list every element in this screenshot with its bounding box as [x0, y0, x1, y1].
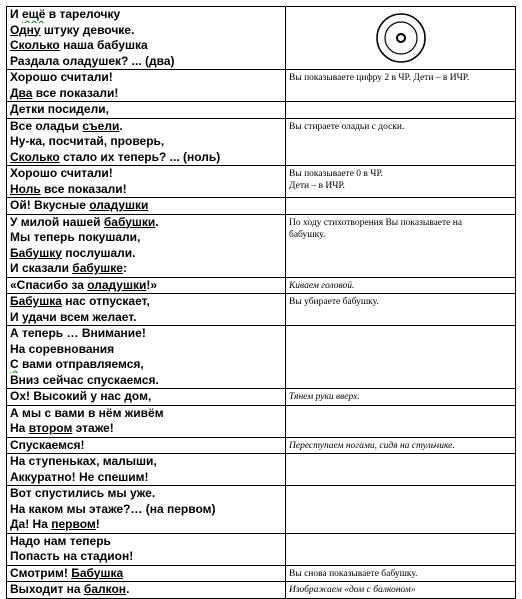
verse-text: наша бабушка	[59, 38, 148, 52]
verse-text: На соревнования	[10, 341, 115, 356]
table-row	[7, 326, 516, 389]
instruction-cell	[286, 582, 516, 599]
instruction-cell	[286, 118, 516, 166]
table-row	[7, 7, 516, 70]
instruction-text: Изображаем «дом с балконом»	[289, 585, 416, 595]
underlined-word: Ноль	[10, 181, 41, 196]
plate-icon	[375, 12, 427, 64]
underlined-word: оладушки	[87, 277, 147, 292]
verse-line	[10, 102, 282, 118]
verse-line	[10, 534, 282, 550]
verse-line	[10, 7, 282, 23]
instruction-text: Вы убираете бабушку.	[289, 297, 379, 307]
verse-cell	[7, 405, 286, 437]
instruction-cell	[286, 405, 516, 437]
verse-text: Вниз сейчас спускаемся.	[10, 372, 159, 387]
verse-text: вами отправляемся,	[18, 357, 144, 371]
underlined-word: первом	[51, 517, 96, 531]
verse-line	[10, 182, 282, 198]
verse-line	[10, 406, 282, 422]
verse-text: нас отпускает,	[61, 294, 150, 308]
instruction-cell	[286, 70, 516, 102]
verse-cell	[7, 582, 286, 599]
underlined-word: съели	[82, 118, 120, 133]
verse-line	[10, 230, 282, 246]
verse-text: Хорошо считали!	[10, 70, 113, 84]
verse-text: И	[10, 7, 22, 21]
verse-text: .	[126, 582, 130, 596]
verse-line	[10, 246, 282, 262]
instruction-cell	[286, 565, 516, 582]
verse-line	[10, 261, 282, 277]
instruction-text: бабушку.	[289, 229, 326, 240]
verse-text: Мы теперь покушали,	[10, 230, 141, 244]
table-row	[7, 277, 516, 294]
verse-text: в тарелочку	[45, 7, 121, 21]
verse-text: все показали!	[32, 85, 119, 100]
verse-text: Вот спустились мы уже.	[10, 486, 156, 500]
verse-text: .	[119, 118, 123, 133]
verse-cell	[7, 437, 286, 454]
instruction-cell	[286, 198, 516, 215]
underlined-word: бабушке	[72, 261, 123, 275]
verse-cell	[7, 294, 286, 326]
instruction-cell	[286, 326, 516, 389]
verse-cell	[7, 486, 286, 534]
verse-line	[10, 342, 282, 358]
verse-line	[10, 70, 282, 86]
verse-line	[10, 421, 282, 437]
verse-text: Ну-ка, посчитай, проверь,	[10, 134, 165, 148]
verse-text: Раздала оладушек? ... (два)	[10, 53, 175, 68]
table-row	[7, 437, 516, 454]
verse-line	[10, 278, 282, 294]
poem-table-body	[7, 7, 516, 599]
verse-line	[10, 357, 282, 373]
verse-text: Да! На	[10, 517, 52, 531]
verse-line	[10, 294, 282, 310]
instruction-text: Переступаем ногами, сидя на стульчике.	[289, 440, 455, 451]
table-row	[7, 405, 516, 437]
underlined-word: Бабушка	[10, 294, 62, 308]
verse-cell	[7, 389, 286, 406]
verse-line	[10, 198, 282, 214]
verse-line	[10, 119, 282, 135]
verse-text: все показали!	[40, 181, 127, 196]
verse-line	[10, 502, 282, 518]
underlined-word: Одну	[10, 22, 41, 37]
verse-line	[10, 470, 282, 486]
underlined-word: Сколько	[10, 149, 60, 164]
instruction-text: По ходу стихотворения Вы показываете на	[289, 217, 463, 228]
verse-line	[10, 150, 282, 166]
instruction-cell	[286, 7, 516, 70]
verse-text: «Спасибо за	[10, 277, 88, 292]
verse-text: И сказали	[10, 261, 73, 275]
instruction-cell	[286, 533, 516, 565]
verse-line	[10, 54, 282, 70]
verse-cell	[7, 214, 286, 277]
verse-line	[10, 23, 282, 39]
verse-line	[10, 438, 282, 454]
verse-cell	[7, 565, 286, 582]
instruction-cell	[286, 454, 516, 486]
verse-cell	[7, 70, 286, 102]
verse-cell	[7, 198, 286, 215]
spellcheck-word: С	[10, 357, 19, 371]
verse-line	[10, 566, 282, 582]
verse-cell	[7, 277, 286, 294]
underlined-word: втором	[28, 421, 73, 435]
verse-cell	[7, 166, 286, 198]
table-row	[7, 533, 516, 565]
verse-text: На	[10, 421, 29, 435]
table-row	[7, 198, 516, 215]
verse-line	[10, 517, 282, 533]
instruction-text: Вы снова показываете бабушку.	[289, 568, 418, 579]
underlined-word: Два	[10, 85, 33, 100]
verse-text: штуку девочке.	[40, 22, 135, 37]
instruction-text: Вы показываете 0 в ЧР.	[289, 169, 383, 179]
verse-cell	[7, 118, 286, 166]
verse-text: Аккуратно! Не спешим!	[10, 469, 149, 484]
verse-line	[10, 134, 282, 150]
verse-text: А мы с вами в нём живём	[10, 405, 164, 420]
underlined-word: Бабушка	[71, 565, 124, 580]
verse-text: На каком мы этаже?… (на первом)	[10, 501, 216, 516]
verse-text: Смотрим!	[10, 565, 72, 580]
instruction-text: Вы показываете цифру 2 в ЧР. Дети – в ИЧР.	[289, 73, 470, 83]
underlined-word: Бабушку	[10, 245, 62, 260]
table-row	[7, 582, 516, 599]
instruction-cell	[286, 486, 516, 534]
verse-text: Ох! Высокий у нас дом,	[10, 389, 152, 403]
table-row	[7, 565, 516, 582]
instruction-text: Киваем головой.	[289, 280, 355, 291]
verse-text: !	[95, 517, 100, 531]
verse-text: послушали.	[61, 245, 136, 260]
instruction-text: Дети – в ИЧР.	[289, 181, 345, 191]
instruction-cell	[286, 277, 516, 294]
verse-text: !»	[146, 277, 158, 292]
verse-text: У милой нашей	[10, 214, 104, 229]
verse-cell	[7, 7, 286, 70]
verse-text: Детки посидели,	[10, 102, 109, 116]
verse-text: Надо нам теперь	[10, 533, 111, 548]
verse-line	[10, 549, 282, 565]
verse-line	[10, 166, 282, 182]
verse-line	[10, 373, 282, 389]
verse-text: :	[122, 261, 127, 275]
verse-cell	[7, 102, 286, 119]
verse-text: .	[155, 214, 159, 229]
verse-text: Спускаемся!	[10, 437, 85, 452]
verse-text: На ступеньках, малыши,	[10, 454, 157, 468]
instruction-cell	[286, 102, 516, 119]
verse-cell	[7, 454, 286, 486]
verse-text: этаже!	[72, 421, 114, 435]
instruction-cell	[286, 294, 516, 326]
verse-line	[10, 486, 282, 502]
verse-line	[10, 454, 282, 470]
instruction-cell	[286, 389, 516, 406]
verse-cell	[7, 326, 286, 389]
underlined-word: бабушки	[103, 214, 156, 229]
verse-text: И удачи всем желает.	[10, 309, 137, 324]
verse-line	[10, 389, 282, 405]
instruction-text: Вы стираете оладьи с доски.	[289, 121, 405, 132]
table-row	[7, 294, 516, 326]
instruction-cell	[286, 166, 516, 198]
verse-line	[10, 326, 282, 342]
verse-line	[10, 215, 282, 231]
verse-text: Попасть на стадион!	[10, 549, 134, 563]
underlined-word: балкон	[83, 582, 127, 596]
verse-cell	[7, 533, 286, 565]
table-row	[7, 166, 516, 198]
verse-line	[10, 86, 282, 102]
instruction-text: Тянем руки вверх.	[289, 392, 360, 402]
instruction-cell	[286, 214, 516, 277]
table-row	[7, 70, 516, 102]
underlined-word: Сколько	[10, 38, 60, 52]
table-row	[7, 486, 516, 534]
verse-text: Все оладьи	[10, 118, 83, 133]
instruction-cell	[286, 437, 516, 454]
verse-line	[10, 582, 282, 598]
table-row	[7, 389, 516, 406]
table-row	[7, 454, 516, 486]
verse-text: А теперь … Внимание!	[10, 326, 146, 340]
underlined-word: оладушки	[89, 198, 149, 212]
verse-text: Хорошо считали!	[10, 166, 113, 180]
table-row	[7, 102, 516, 119]
verse-line	[10, 38, 282, 54]
verse-line	[10, 310, 282, 326]
spellcheck-word: ещё	[21, 7, 46, 21]
verse-text: стало их теперь? ... (ноль)	[59, 149, 221, 164]
poem-table	[6, 6, 516, 599]
verse-text: Выходит на	[10, 582, 84, 596]
table-row	[7, 118, 516, 166]
verse-text: Ой! Вкусные	[10, 198, 90, 212]
table-row	[7, 214, 516, 277]
